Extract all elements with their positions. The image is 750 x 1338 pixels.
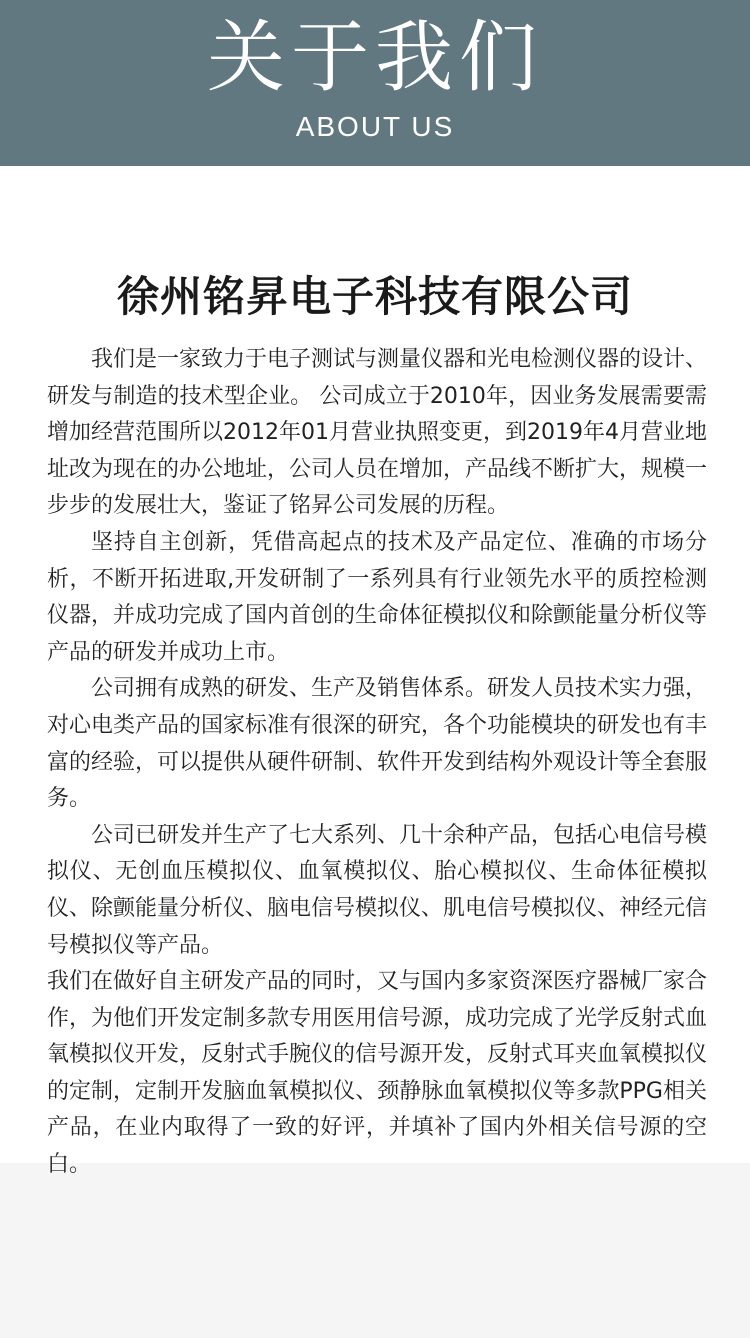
paragraph-innovation: 坚持自主创新，凭借高起点的技术及产品定位、准确的市场分析，不断开拓进取,开发研制了一系列具有行业领先水平的质控检测仪器，并成功完成了国内首创的生命体征模拟仪和除颤能量分析仪等产品的研发并成功上市。 [47, 529, 708, 665]
paragraph-intro: 我们是一家致力于电子测试与测量仪器和光电检测仪器的设计、研发与制造的技术型企业。 公司成立于2010年，因业务发展需要需增加经营范围所以2012年01月营业执照变更，到2019年4月营业地址改为现在的办公地址，公司人员在增加，产品线不断扩大，规模一步步的发展壮大，鉴证了铭昇公司发展的历程。 [47, 347, 708, 519]
paragraph-rd-system: 公司拥有成熟的研发、生产及销售体系。研发人员技术实力强，对心电类产品的国家标准有很深的研究，各个功能模块的研发也有丰富的经验，可以提供从硬件研制、软件开发到结构外观设计等全套服务。 [47, 676, 708, 812]
page-subtitle: ABOUT US [295, 111, 455, 142]
about-content [47, 342, 707, 1184]
company-name: 徐州铭昇电子科技有限公司 [116, 272, 633, 321]
paragraph-products: 公司已研发并生产了七大系列、几十余种产品，包括心电信号模拟仪、无创血压模拟仪、血氧模拟仪、胎心模拟仪、生命体征模拟仪、除颤能量分析仪、脑电信号模拟仪、肌电信号模拟仪、神经元信号模拟仪等产品。 [47, 822, 708, 958]
page-title: 关于我们 [206, 13, 543, 103]
paragraph-cooperation: 我们在做好自主研发产品的同时，又与国内多家资深医疗器械厂家合作，为他们开发定制多款专用医用信号源，成功完成了光学反射式血氧模拟仪开发，反射式手腕仪的信号源开发，反射式耳夹血氧模拟仪的定制，定制开发脑血氧模拟仪、颈静脉血氧模拟仪等多款PPG相关产品，在业内取得了一致的好评，并填补了国内外相关信号源的空白。 [47, 969, 708, 1178]
bottom-shade [0, 1163, 750, 1338]
header-banner [0, 0, 750, 166]
